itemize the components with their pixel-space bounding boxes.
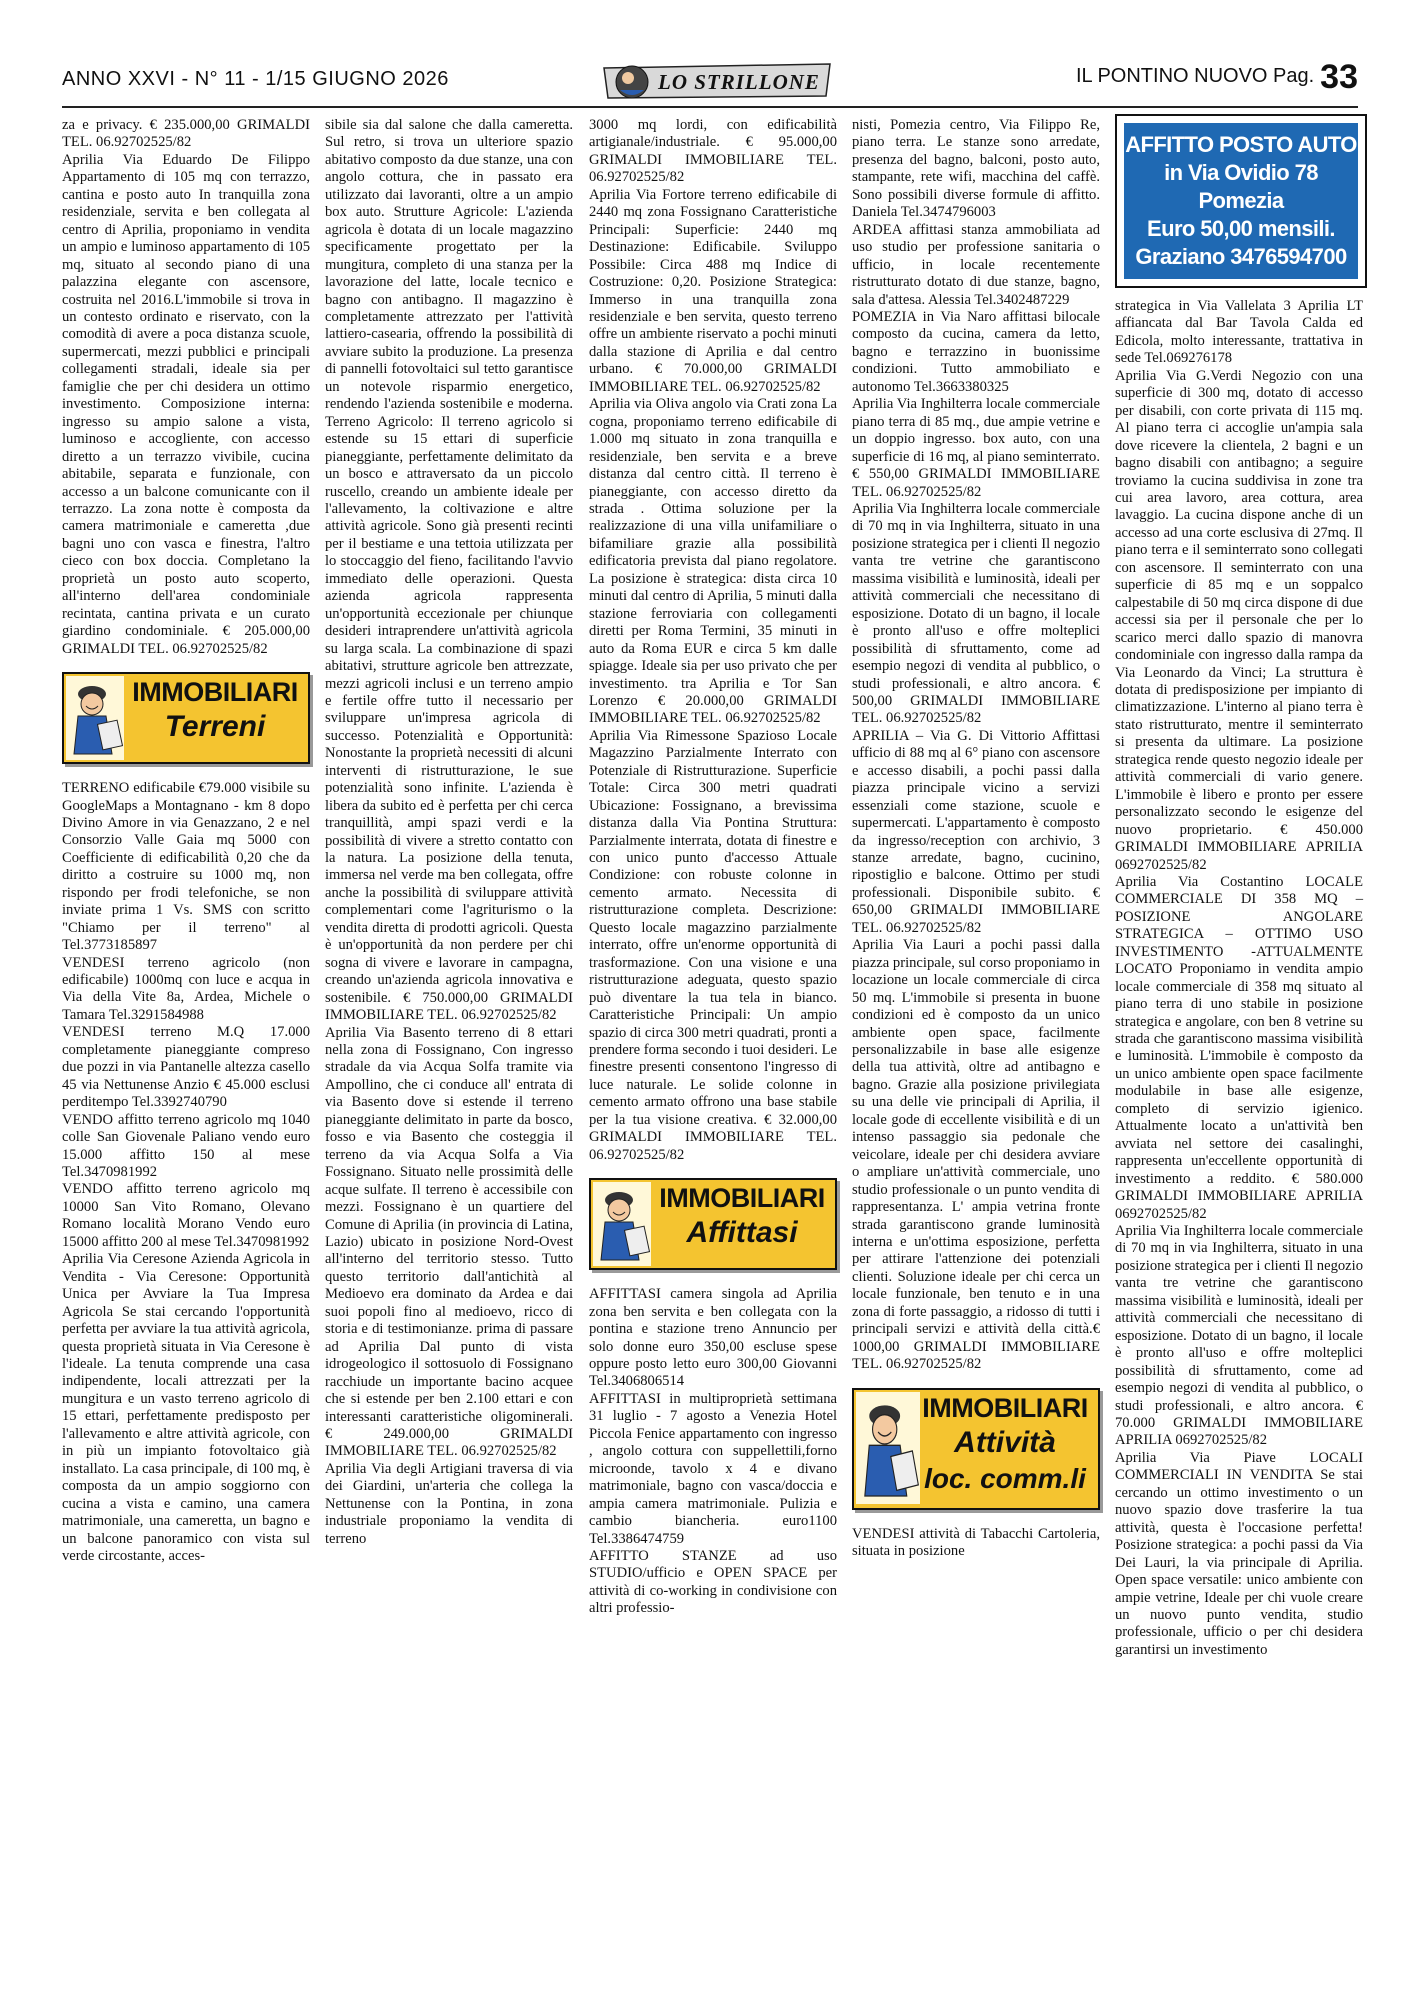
ad-text: Aprilia Via Inghilterra locale commerciale di 70 mq in via Inghilterra, situato in una posizione strategica per i clienti Il negozio vanta tre vetrine che garantiscono massima visibilità e luminosità, ideali per attività commerciali che necessitano di esposizione. Dotato di un bagno, il locale è pronto all'uso e offre molteplici possibilità di sfruttamento, come ad esempio negozi di vendita al pubblico, o studi professionali, e altro ancora. € 500,00 GRIMALDI IMMOBILIARE TEL. 06.92702525/82: [852, 500, 1101, 727]
ad-text: VENDESI attività di Tabacchi Cartoleria, situata in posizione: [852, 1525, 1100, 1560]
badge-title: IMMOBILIARI: [659, 1183, 825, 1214]
page-header: [62, 58, 1358, 108]
ad-text: Aprilia Via Basento terreno di 8 ettari nella zona di Fossignano, Con ingresso stradale da via Acqua Solfa tramite via Ampollino, che ci conduce all' entrata di via Basento dove si estende il terreno pianeggiante delimitato in parte da bosco, fosso e via Basento che costeggia il terreno da via Acqua Solfa a Via Fossignano. Situato nelle prossimità delle acque sulfate. Il terreno è accessibile con mezzi. Fossignano è un quartiere del Comune di Aprilia (in provincia di Latina, Lazio) ubicato in posizione Nord-Ovest all'interno del territorio stesso. Tutto questo territorio dall'antichità al Medioevo era dominato da Ardea e dai suoi popoli fino al medioevo, ricco di storia e di testimonianze. prima di passare ad Aprilia Dal punto di vista idrogeologico il sottosuolo di Fossignano racchiude un importante bacino acquee che si estende per ben 2.100 ettari e con interessanti caratteristiche oligominerali. € 249.000,00 GRIMALDI IMMOBILIARE TEL. 06.92702525/82: [325, 1024, 573, 1460]
boxed-ad-line: Graziano 3476594700: [1135, 244, 1347, 269]
newsboy-mascot-icon: [593, 1182, 651, 1266]
ad-text: Aprilia Via Piave LOCALI COMMERCIALI IN VENDITA Se stai cercando un ottimo investimento o un nuovo spazio dove trasferire la tua attività, questa è l'occasione perfetta! Posizione strategica: a pochi passi da Via Dei Lauri, la via principale di Aprilia. Open space versatile: unico ambiente con ampie vetrine, Ideale per chi vuole creare un nuovo punto vendita, studio professionale, ufficio o per chi desidera garantirsi un investimento: [1115, 1449, 1363, 1658]
ad-text: Aprilia Via Costantino LOCALE COMMERCIALE DI 358 MQ – POSIZIONE ANGOLARE STRATEGICA – OTTIMO USO INVESTIMENTO -ATTUALMENTE LOCATO Proponiamo in vendita ampio locale commerciale di 358 mq situato al piano terra di uno stabile in posizione strategica e angolare, con ben 8 vetrine su strada che garantiscono massima visibilità e luminosità. L'immobile è composto da un unico ambiente open space facilmente modulabile in base alle esigenze, completo di servizio igienico. Attualmente locato a un'attività ben avviata nel settore dei casalinghi, rappresenta un'eccellente opportunità di investimento a reddito. € 580.000 GRIMALDI IMMOBILIARE APRILIA 0692702525/82: [1115, 873, 1363, 1222]
column-4: [852, 117, 1100, 1561]
badge-subtitle: Attività: [954, 1425, 1056, 1459]
ad-text: APRILIA – Via G. Di Vittorio Affittasi ufficio di 88 mq al 6° piano con ascensore e accesso disabili, a pochi passi dalla piazza principale vicino a servizi essenziali come stazione, scuole e supermercati. L'appartamento è composto da ingresso/reception con archivio, 3 stanze arredate, bagno, cucinino, ripostiglio e balcone. Ottimo per studi professionali. Disponibile subito. € 650,00 GRIMALDI IMMOBILIARE TEL. 06.92702525/82: [852, 727, 1100, 936]
ad-text: Aprilia Via Inghilterra locale commerciale piano terra di 85 mq., due ampie vetrine e un doppio ingresso. box auto, con una superficie di 16 mq, al piano seminterrato. € 550,00 GRIMALDI IMMOBILIARE TEL. 06.92702525/82: [852, 396, 1100, 500]
badge-title: IMMOBILIARI: [922, 1392, 1088, 1423]
section-badge-attivita: [852, 1388, 1100, 1510]
column-3: [589, 117, 837, 1618]
ad-text: VENDESI terreno M.Q 17.000 completamente pianeggiante compreso due pozzi in via Pantanelle altezza casello 45 via Nettunense Anzio € 45.000 esclusi perditempo Tel.3392740790: [62, 1024, 310, 1111]
column-1: [62, 117, 310, 1565]
badge-subtitle: Affittasi: [686, 1216, 798, 1250]
ad-text: sibile sia dal salone che dalla cameretta. Sul retro, si trova un ulteriore spazio abitativo composto da due stanze, una con angolo cottura, che in passato era utilizzato dai lavoranti, oltre a un ampio box auto. Strutture Agricole: L'azienda agricola è dotata di un locale magazzino specificamente progettato per la mungitura, completo di una stanza per la lavorazione del latte, locale tecnico e bagno con antibagno. Il magazzino è completamente attrezzato per l'attività lattiero-casearia, offrendo la possibilità di avviare subito la produzione. La presenza di pannelli fotovoltaici sul tetto garantisce un notevole risparmio energetico, rendendo l'azienda sostenibile e moderna. Terreno Agricolo: Il terreno agricolo si estende su 15 ettari di superficie pianeggiante, perfettamente delimitato da un bosco e attraversato da un piccolo ruscello, creando un ambiente ideale per l'allevamento, la coltivazione e altre attività agricole. Sono già presenti recinti per il bestiame e una tettoia utilizzata per lo stoccaggio del fieno, facilitando l'avvio immediato delle operazioni. Questa azienda agricola rappresenta un'opportunità eccezionale per chiunque desideri intraprendere un'attività agricola su larga scala. La combinazione di spazi abitativi, strutture agricole ben attrezzate, mezzi agricoli inclusi e un terreno ampio e fertile offre tutto il necessario per sviluppare un'impresa agricola di successo. Potenzialità e Opportunità: Nonostante la proprietà necessiti di alcuni interventi di ristrutturazione, le sue potenzialità sono infinite. L'azienda è libera da subito ed è perfetta per chi cerca tranquillità, ampi spazi verdi e la possibilità di vivere a stretto contatto con la natura. La posizione della tenuta, immersa nel verde ma ben collegata, offre anche la possibilità di sviluppare attività complementari come l'agriturismo o la vendita diretta di prodotti agricoli. Questa è un'opportunità da non perdere per chi sogna di vivere e lavorare in campagna, creando un'azienda agricola innovativa e sostenibile. € 750.000,00 GRIMALDI IMMOBILIARE TEL. 06.92702525/82: [325, 117, 573, 1024]
ad-text: Aprilia via Oliva angolo via Crati zona La cogna, proponiamo terreno edificabile di 1.000 mq situato in zona tranquilla e residenziale, ben servita e a breve distanza dal centro città. Il terreno è pianeggiante, con accesso diretto da strada . Ottima soluzione per la realizzazione di una villa unifamiliare o bifamiliare grazie alla possibilità edificatoria prevista dal piano regolatore. La posizione è strategica: dista circa 10 minuti dal centro di Aprilia, 5 minuti dalla stazione ferroviaria con collegamenti diretti per Roma Termini, 35 minuti in auto da Roma EUR e circa 5 km dalle spiagge. Ideale sia per uso privato che per investimento. tra Aprilia e Tor San Lorenzo € 20.000,00 GRIMALDI IMMOBILIARE TEL. 06.92702525/82: [589, 396, 837, 727]
ad-text: Aprilia Via degli Artigiani traversa di via dei Giardini, un'arteria che collega la Nettunense con la Pontina, in zona industriale proponiamo la vendita di terreno: [325, 1460, 573, 1547]
badge-title: IMMOBILIARI: [132, 677, 298, 708]
ad-text: TERRENO edificabile €79.000 visibile su GoogleMaps a Montagnano - km 8 dopo Divino Amore in via Genazzano, 2 e nel Consorzio Valle Gaia mq 5000 con Coefficiente di edificabilità 0,20 che da diritto a costruire su 1000 mq, non rispondo per frodi telefoniche, se non inviate prima 1 Vs. SMS con scritto "Chiamo per il terreno" al Tel.3773185897: [62, 780, 310, 954]
ad-text: VENDESI terreno agricolo (non edificabile) 1000mq con luce e acqua in Via della Vite 8a, Ardea, Michele o Tamara Tel.3291584988: [62, 954, 310, 1023]
publication-info: [1076, 58, 1358, 97]
column-2: [325, 117, 573, 1548]
badge-subtitle-2: loc. comm.li: [924, 1462, 1086, 1494]
boxed-ad-posto-auto: [1115, 114, 1367, 288]
section-badge-affittasi: [589, 1178, 837, 1270]
ad-text: Aprilia Via Fortore terreno edificabile di 2440 mq zona Fossignano Caratteristiche Principali: Superficie: 2440 mq Destinazione: Edificabile. Sviluppo Possibile: Circa 488 mq Indice di Costruzione: 0,20. Posizione Strategica: Immerso in una tranquilla zona residenziale e ben servita, questo terreno offre un ambiente riservato a pochi minuti dalla stazione di Aprilia e dal centro urbano. € 70.000,00 GRIMALDI IMMOBILIARE TEL. 06.92702525/82: [589, 186, 837, 395]
svg-text:LO STRILLONE: LO STRILLONE: [658, 70, 820, 94]
badge-subtitle: Terreni: [164, 710, 266, 744]
ad-text: Aprilia Via Inghilterra locale commerciale di 70 mq in via Inghilterra, situato in una posizione strategica per i clienti Il negozio vanta tre vetrine che garantiscono massima visibilità e luminosità, ideali per attività commerciali che necessitano di esposizione. Dotato di un bagno, il locale è pronto all'uso e offre molteplici possibilità di sfruttamento, come ad esempio negozi di vendita al pubblico, o studi professionali, e altro ancora. € 70.000 GRIMALDI IMMOBILIARE APRILIA 0692702525/82: [1115, 1223, 1364, 1449]
ad-text: POMEZIA in Via Naro affittasi bilocale composto da cucina, camera da letto, bagno e terrazzino in buonissime condizioni. Tutto ammobiliato e autonomo Tel.3663380325: [852, 308, 1100, 395]
ad-text: AFFITTASI in multiproprietà settimana 31 luglio - 7 agosto a Venezia Hotel Piccola Fenice appartamento con ingresso , angolo cottura con suppellettili,forno microonde, tavolo x 4 e divano matrimoniale, bagno con vasca/doccia e ampia camera matrimoniale. Pulizia e cambio biancheria. euro1100 Tel.3386474759: [589, 1390, 837, 1547]
section-badge-terreni: [62, 672, 310, 764]
newsboy-mascot-icon: [856, 1392, 920, 1504]
ad-text: za e privacy. € 235.000,00 GRIMALDI TEL. 06.92702525/82: [62, 117, 310, 151]
issue-info: ANNO XXVI - N° 11 - 1/15 GIUGNO 2026: [62, 68, 449, 90]
newsboy-mascot-icon: [66, 676, 124, 760]
column-5: [1115, 298, 1363, 1659]
ad-text: VENDO affitto terreno agricolo mq 1040 colle San Giovenale Paliano vendo euro 15.000 affitto 150 al mese Tel.3470981992: [62, 1111, 310, 1181]
ad-text: nisti, Pomezia centro, Via Filippo Re, piano terra. Le stanze sono arredate, presenza del bagno, balconi, posto auto, stampante, rete wifi, macchina del caffè. Sono possibili diverse formule di affitto. Daniela Tel.3474796003: [852, 117, 1100, 221]
lo-strillone-logo: [600, 60, 836, 100]
boxed-ad-line: in Via Ovidio 78 Pomezia: [1164, 160, 1318, 213]
ad-text: AFFITTO STANZE ad uso STUDIO/ufficio e OPEN SPACE per attività di co-working in condivisione con altri professio-: [589, 1547, 837, 1617]
ad-text: 3000 mq lordi, con edificabilità artigianale/industriale. € 95.000,00 GRIMALDI IMMOBILIARE TEL. 06.92702525/82: [589, 117, 837, 186]
ad-text: Aprilia Via G.Verdi Negozio con una superficie di 300 mq, dotato di accesso per disabili, con corte privata di 115 mq. Al piano terra ci accoglie un'ampia sala dove ricevere la clientela, 2 bagni e un bagno disabili con antibagno; a seguire troviamo la cucina suddivisa in zone tra cui area lavoro, area cottura, area lavaggio. La cucina dispone anche di un accesso ad una corte esclusiva di 27mq. Il piano terra e il seminterrato sono collegati con ascensore. Il seminterrato con una superficie di 85 mq e un soppalco calpestabile di 50 mq circa dispone di due accessi sia per il personale che per lo scarico merci dallo spazio di manovra condominiale con ingresso dalla rampa da Via Leonardo da Vinci; La struttura è dotata di predisposizione per impianto di climatizzazione. L'interno al piano terra è stato ristrutturato, mentre il seminterrato si presenta da ultimare. La posizione strategica rende questo negozio ideale per attività commerciali di vario genere. L'immobile è libero e pronto per essere personalizzato secondo le esigenze del nuovo proprietario. € 450.000 GRIMALDI IMMOBILIARE APRILIA 0692702525/82: [1115, 367, 1363, 873]
boxed-ad-line: Euro 50,00 mensili.: [1147, 216, 1335, 241]
ad-text: Aprilia Via Eduardo De Filippo Appartamento di 105 mq con terrazzo, cantina e posto auto In tranquilla zona residenziale, servita e ben collegata al centro di Aprilia, proponiamo in vendita un ampio e luminoso appartamento di 105 mq, situato al secondo piano di una palazzina elegante con ascensore, costruita nel 2016.L'immobile si trova in un contesto ordinato e riservato, con la comodità di avere a poca distanza scuole, supermercati, mezzi pubblici e principali collegamenti stradali, ideale sia per famiglie che per chi desidera un ottimo investimento. Composizione interna: ingresso su ampio salone a vista, luminoso e accogliente, con accesso diretto a un terrazzo vivibile, cucina abitabile, separata e funzionale, con accesso a un balcone comunicante con il terrazzo. La zona notte è composta da camera matrimoniale e cameretta ,due bagni uno con vasca e finestra, l'altro cieco con box doccia. Completano la proprietà un posto auto scoperto, all'interno dell'area condominiale recintata, cantina privata e un curato giardino condominiale. € 205.000,00 GRIMALDI TEL. 06.92702525/82: [62, 151, 310, 657]
boxed-ad-line: AFFITTO POSTO AUTO: [1125, 132, 1357, 157]
page-number: 33: [1320, 58, 1358, 96]
boxed-ad-inner: [1124, 123, 1358, 279]
ad-text: VENDO affitto terreno agricolo mq 10000 San Vito Romano, Olevano Romano località Morano Vendo euro 15000 affitto 200 al mese Tel.3470981992: [62, 1181, 310, 1250]
ad-text: Aprilia Via Rimessone Spazioso Locale Magazzino Parzialmente Interrato con Potenziale di Ristrutturazione. Superficie Totale: Circa 300 metri quadrati Ubicazione: Fossignano, a brevissima distanza dalla Via Pontina Struttura: Parzialmente interrata, dotata di finestre e con unico punto d'accesso Attuale Condizione: con robuste colonne in cemento armato. Necessita di ristrutturazione completa. Descrizione: Questo locale magazzino parzialmente interrato, offre un'enorme opportunità di trasformazione. Con una visione e una ristrutturazione adeguata, questo spazio può diventare la tua tela in bianco. Caratteristiche Principali: Un ampio spazio di circa 300 metri quadrati, pronti a prendere forma secondo i tuoi desideri. Le finestre presenti consentono l'ingresso di luce naturale. Le solide colonne in cemento armato offrono una base stabile per la tua visione creativa. € 32.000,00 GRIMALDI IMMOBILIARE TEL. 06.92702525/82: [589, 727, 838, 1163]
publication-name: IL PONTINO NUOVO Pag.: [1075, 65, 1315, 87]
ad-text: Aprilia Via Lauri a pochi passi dalla piazza principale, sul corso proponiamo in locazione un locale commerciale di circa 50 mq. L'immobile si presenta in buone condizioni ed è composto da un unico ambiente open space, facilmente personalizzabile in base alle esigenze della tua attività, oltre ad antibagno e bagno. Grazie alla posizione privilegiata su una delle vie principali di Aprilia, il locale gode di eccellente visibilità e di un intenso passaggio sia pedonale che veicolare, ideale per chi desidera avviare o ampliare un'attività commerciale, uno studio professionale o un punto vendita di rappresentanza. L' ampia vetrina fronte strada garantiscono grande luminosità interna e un'ottima esposizione, perfetta per attirare l'attenzione dei potenziali clienti. Soluzione ideale per chi cerca un locale funzionale, ben tenuto e in una zona di forte passaggio, a ridosso di tutti i principali servizi e attività della città.€ 1000,00 GRIMALDI IMMOBILIARE TEL. 06.92702525/82: [852, 937, 1101, 1373]
ad-text: ARDEA affittasi stanza ammobiliata ad uso studio per professione sanitaria o ufficio, in locale recentemente ristrutturato dotato di due stanze, bagno, sala d'attesa. Alessia Tel.3402487229: [852, 221, 1100, 308]
ad-text: Aprilia Via Ceresone Azienda Agricola in Vendita - Via Ceresone: Opportunità Unica per Avviare la Tua Impresa Agricola Se stai cercando l'opportunità perfetta per avviare la tua attività agricola, questa proprietà situata in Via Ceresone è l'ideale. La tenuta comprende una casa indipendente, locali attrezzati per la mungitura e un vasto terreno agricolo di 15 ettari, perfettamente predisposto per l'allevamento e altre attività agricole, con in più un impianto fotovoltaico già installato. La casa principale, di 100 mq, è composta da un ampio soggiorno con cucina a vista e camino, una camera matrimoniale, una cameretta, un bagno e un balcone panoramico con vista sul verde circostante, acces-: [62, 1251, 310, 1564]
ad-text: AFFITTASI camera singola ad Aprilia zona ben servita e ben collegata con la pontina e stazione treno Annuncio per solo donne euro 350,00 escluse spese oppure posto letto euro 300,00 Giovanni Tel.3406806514: [589, 1286, 837, 1390]
ad-text: strategica in Via Vallelata 3 Aprilia LT affiancata dal Bar Tavola Calda ed Edicola, molto interessante, trattativa in sede Tel.069276178: [1115, 298, 1363, 367]
